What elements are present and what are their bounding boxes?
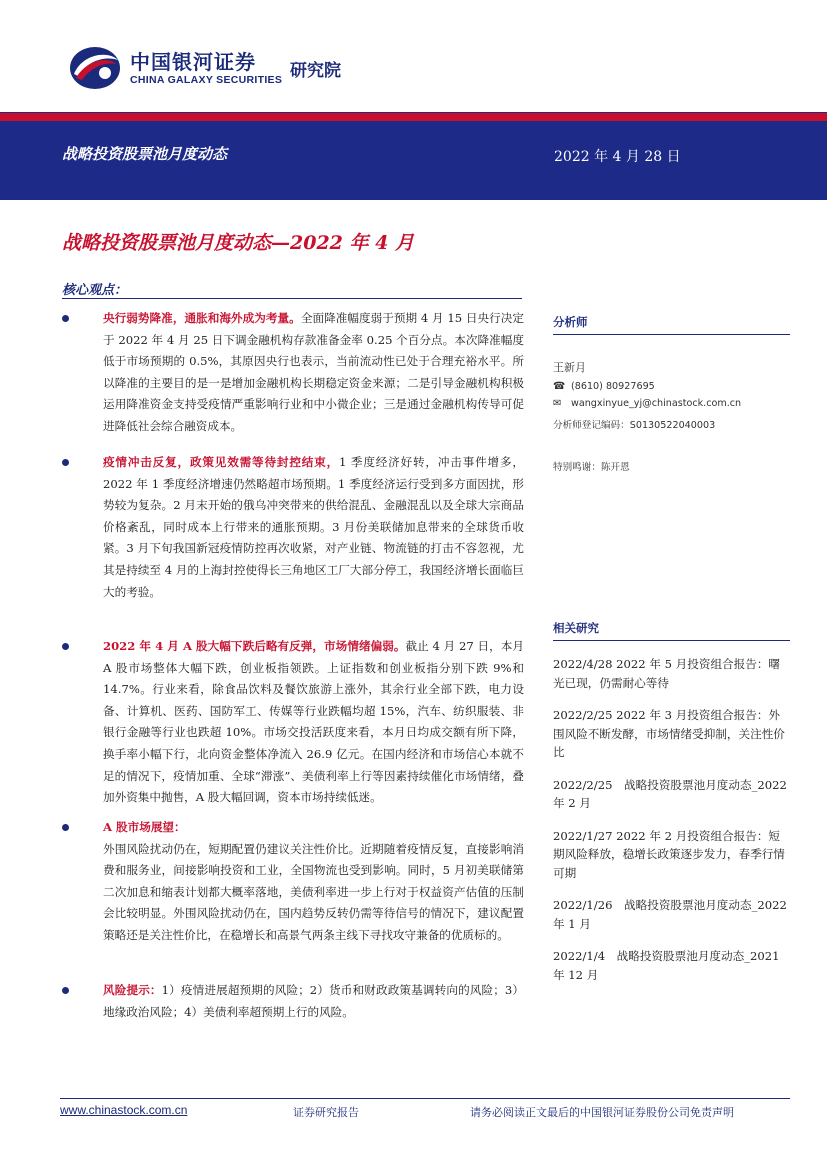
bullet-highlight: 2022 年 4 月 A 股大幅下跌后略有反弹，市场情绪偏弱。 — [103, 639, 406, 653]
analyst-email[interactable]: wangxinyue_yj@chinastock.com.cn — [571, 398, 742, 409]
company-logo — [68, 42, 358, 94]
analyst-phone: (8610) 80927695 — [571, 381, 655, 392]
website-link[interactable]: www.chinastock.com.cn — [60, 1103, 188, 1117]
analyst-panel — [553, 314, 790, 473]
bullet-body: 截止 4 月 27 日，本月 A 股市场整体大幅下跌，创业板指领跌。上证指数和创业板指分别下跌 9%和 14.7%。行业来看，除食品饮料及餐饮旅游上涨外，其余行业全部下跌，电力设备、计算机、医药、国防军工、传媒等行业跌幅均超 15%，汽车、纺织服装、非银行金融等行业也跌超 10%。市场交投活跃度来看，本月日均成交额有所下降，换手率小幅下行，北向资金整体净流入 26.9 亿元。在国内经济和市场信心本就不足的情况下，疫情加重、全球“滞涨”、美债利率上行等因素持续催化市场情绪，叠加外资集中抛售，A 股大幅回调，资本市场持续低迷。 — [103, 639, 524, 805]
related-research-item[interactable]: 2022/1/27 2022 年 2 月投资组合报告：短期风险释放，稳增长政策逐步发力，春季行情可期 — [553, 828, 785, 880]
page-title: 战略投资股票池月度动态—2022 年 4 月 — [62, 232, 414, 254]
related-research-panel — [553, 620, 790, 984]
analyst-name: 王新月 — [553, 361, 586, 374]
bullet-highlight: 央行弱势降准，通胀和海外成为考量。 — [103, 311, 301, 325]
special-thanks: 特别鸣谢：陈开恩 — [553, 462, 630, 473]
core-bullet — [62, 308, 524, 438]
bullet-icon — [62, 987, 69, 994]
analyst-heading: 分析师 — [553, 314, 790, 335]
bullet-highlight: 疫情冲击反复，政策见效需等待封控结束， — [103, 455, 340, 469]
core-bullet — [62, 980, 524, 1023]
email-icon: ✉ — [553, 398, 562, 409]
bullet-body: 外围风险扰动仍在，短期配置仍建议关注性价比。近期随着疫情反复，直接影响消费和服务业，间接影响投资和工业，全国物流也受到影响。同时，5 月初美联储第二次加息和缩表计划都大概率落地，美债利率进一步上行对于权益资产估值的压制会比较明显。外围风险扰动仍在，国内趋势反转仍需等待信号的情况下，建议配置策略还是关注性价比，在稳增长和高景气两条主线下寻找攻守兼备的优质标的。 — [103, 841, 524, 942]
related-research-heading: 相关研究 — [553, 620, 790, 641]
related-research-item[interactable]: 2022/2/25 战略投资股票池月度动态_2022 年 2 月 — [553, 777, 787, 810]
footer-disclaimer: 请务必阅读正文最后的中国银河证券股份公司免责声明 — [470, 1106, 734, 1119]
galaxy-logo-icon — [68, 44, 122, 92]
core-bullet — [62, 817, 524, 947]
bullet-icon — [62, 643, 69, 650]
bullet-highlight: 风险提示： — [103, 983, 162, 997]
report-series-title: 战略投资股票池月度动态 — [62, 145, 228, 163]
related-research-item[interactable]: 2022/1/26 战略投资股票池月度动态_2022 年 1 月 — [553, 898, 787, 931]
logo-chinese-name: 中国银河证券 — [130, 50, 256, 74]
bullet-body: 1 季度经济好转，冲击事件增多，2022 年 1 季度经济增速仍然略超市场预期。1 季度经济运行受到多方面因扰，形势较为复杂。2 月末开始的俄乌冲突带来的供给混乱、金融混乱以及全球大宗商品价格紊乱，同时成本上行带来的通胀预期。3 月份美联储加息带来的全球货币收紧。3 月下旬我国新冠疫情防控再次收紧，对产业链、物流链的打击不容忽视，尤其是持续至 4 月的上海封控使得长三角地区工厂大部分停工，我国经济增长面临巨大的考验。 — [103, 455, 524, 599]
institute-name: 研究院 — [290, 61, 341, 81]
core-bullet — [62, 452, 524, 603]
footer-divider — [60, 1098, 790, 1099]
logo-english-name: CHINA GALAXY SECURITIES — [130, 74, 283, 86]
bullet-body: 1）疫情进展超预期的风险；2）货币和财政政策基调转向的风险；3）地缘政治风险；4）美债利率超预期上行的风险。 — [103, 983, 524, 1019]
footer-report-type: 证券研究报告 — [293, 1106, 359, 1119]
related-research-item[interactable]: 2022/4/28 2022 年 5 月投资组合报告：曙光已现，仍需耐心等待 — [553, 657, 781, 690]
bullet-body: 全面降准幅度弱于预期 4 月 15 日央行决定于 2022 年 4 月 25 日下调金融机构存款准备金率 0.25 个百分点。本次降准幅度低于市场预期的 0.5%，其原因央行也表示，当前流动性已处于合理充裕水平。所以降准的主要目的是一是增加金融机构长期稳定资金来源；二是引导金融机构积极运用降准资金支持受疫情严重影响行业和中小微企业；三是通过金融机构传导可促进降低社会综合融资成本。 — [103, 311, 524, 433]
bullet-highlight: A 股市场展望： — [103, 820, 186, 834]
core-bullet — [62, 636, 524, 809]
analyst-registration: 分析师登记编码：S0130522040003 — [553, 420, 716, 431]
bullet-icon — [62, 315, 69, 322]
divider — [62, 298, 522, 299]
banner-red-stripe — [0, 113, 827, 121]
report-date: 2022 年 4 月 28 日 — [554, 149, 681, 165]
related-research-item[interactable]: 2022/2/25 2022 年 3 月投资组合报告：外围风险不断发酵，市场情绪受抑制，关注性价比 — [553, 708, 785, 759]
related-research-item[interactable]: 2022/1/4 战略投资股票池月度动态_2021 年 12 月 — [553, 949, 780, 982]
core-views-heading: 核心观点： — [62, 283, 128, 298]
bullet-icon — [62, 459, 69, 466]
phone-icon: ☎ — [553, 381, 566, 392]
bullet-icon — [62, 824, 69, 831]
